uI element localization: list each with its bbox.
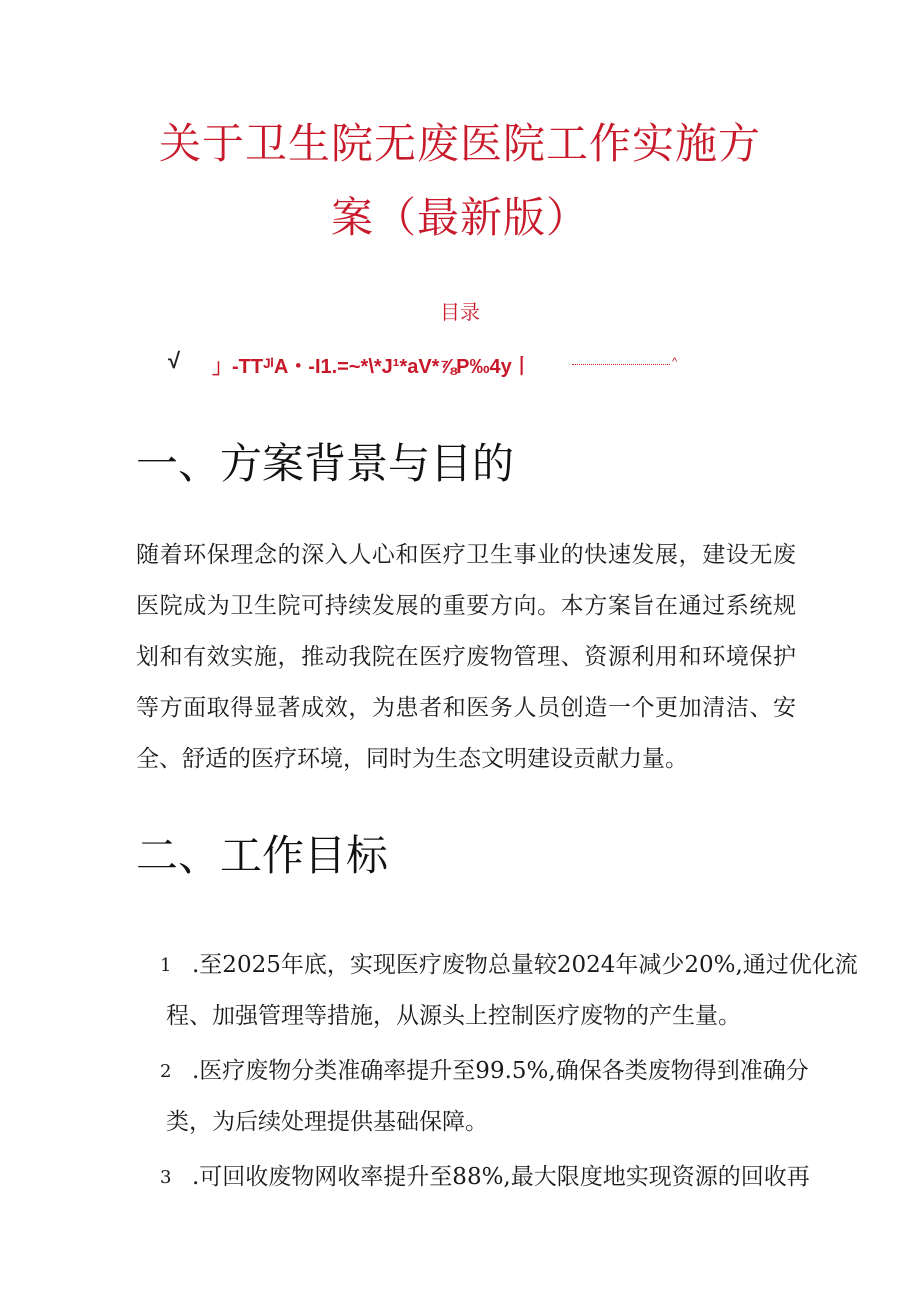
list-item — [160, 940, 858, 1042]
section-2-heading: 二、工作目标 — [136, 831, 389, 880]
list-item-number: 1 — [160, 955, 172, 976]
list-item — [160, 1152, 810, 1203]
list-item-line: .可回收废物网收率提升至88%,最大限度地实现资源的回收再 — [192, 1164, 810, 1190]
list-item-line: .至2025年底，实现医疗废物总量较2024年减少20%,通过优化流 — [192, 952, 858, 978]
paragraph-line: 随着环保理念的深入人心和医疗卫生事业的快速发展，建设无废 — [136, 542, 796, 568]
section-1-heading: 一、方案背景与目的 — [136, 439, 515, 488]
list-item-line: .医疗废物分类准确率提升至99.5%,确保各类废物得到准确分 — [192, 1058, 809, 1084]
check-mark-icon: √ — [168, 348, 181, 373]
section-1-paragraph — [136, 530, 796, 785]
paragraph-line: 等方面取得显著成效，为患者和医务人员创造一个更加清洁、安 — [136, 695, 796, 721]
list-item-number: 3 — [160, 1167, 172, 1188]
list-item-line: 程、加强管理等措施，从源头上控制医疗废物的产生量。 — [166, 1003, 741, 1029]
list-item-number: 2 — [160, 1061, 172, 1082]
toc-entry-text: 」-TTᴶⁱA・-I1.=~*\*J¹*aV*⅞P‰4y丨 — [212, 356, 532, 378]
document-title-line-1: 关于卫生院无废医院工作实施方 — [158, 119, 761, 168]
paragraph-line: 划和有效实施，推动我院在医疗废物管理、资源利用和环境保护 — [136, 644, 796, 670]
toc-page-marker: ^ — [672, 356, 678, 368]
toc-entry[interactable] — [168, 348, 688, 378]
toc-dot-leader — [572, 364, 670, 365]
paragraph-line: 全、舒适的医疗环境，同时为生态文明建设贡献力量。 — [136, 746, 688, 772]
list-item — [160, 1046, 809, 1148]
list-item-line: 类，为后续处理提供基础保障。 — [166, 1109, 488, 1135]
toc-heading: 目录 — [440, 300, 480, 324]
document-title-line-2: 案（最新版） — [330, 193, 589, 242]
paragraph-line: 医院成为卫生院可持续发展的重要方向。本方案旨在通过系统规 — [136, 593, 796, 619]
